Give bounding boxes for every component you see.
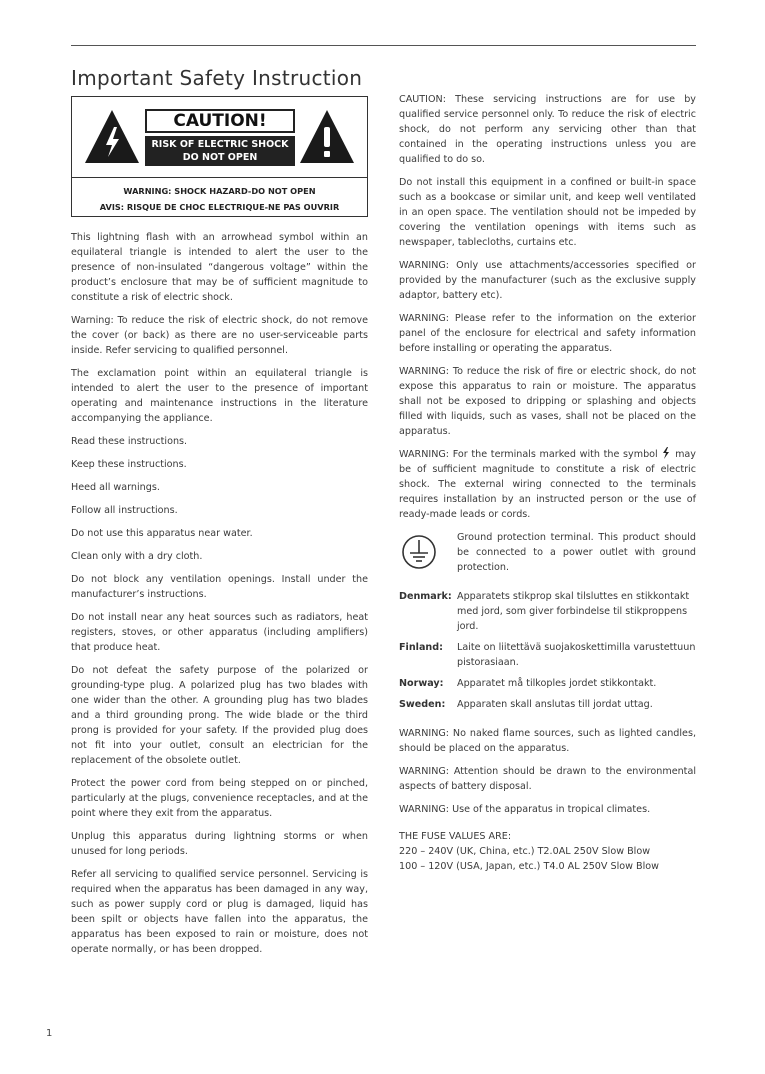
paragraph: Clean only with a dry cloth.: [71, 551, 203, 562]
page-number: 1: [46, 1028, 53, 1039]
country-text: Laite on liitettävä suojakoskettimilla varustettuun pistorasiaan.: [457, 642, 696, 668]
paragraph: WARNING: To reduce the risk of fire or electric shock, do not expose this apparatus to rain or moisture. The apparatus shall not be exposed to dripping or splashing and objects filled with liquids, such as vases, shall not be placed on the apparatus.: [399, 366, 696, 437]
country-row-sweden: [399, 697, 696, 712]
box-divider: [72, 177, 367, 178]
terminal-warning-after: may be of sufficient magnitude to constitute a risk of electric shock. The external wiring connected to the terminals requires installation by an instructed person or the use of ready-made leads or cords.: [399, 449, 696, 520]
country-row-denmark: [399, 589, 696, 634]
country-text: Apparatets stikprop skal tilsluttes en stikkontakt med jord, som giver forbindelse til stikproppens jord.: [457, 591, 690, 632]
paragraph: Do not install this equipment in a confined or built-in space such as a bookcase or similar unit, and keep well ventilated in an open space. The ventilation should not be impeded by covering the ventilation openings with items such as newspaper, tablecloths, curtains etc.: [399, 177, 696, 248]
risk-line-2: DO NOT OPEN: [182, 152, 258, 163]
paragraph: Do not install near any heat sources such as radiators, heat registers, stoves, or other apparatus (including amplifiers) that produce heat.: [71, 612, 368, 653]
paragraph: Warning: To reduce the risk of electric shock, do not remove the cover (or back) as there are no user-serviceable parts inside. Refer servicing to qualified personnel.: [71, 315, 368, 356]
fuse-heading: THE FUSE VALUES ARE:: [399, 831, 512, 842]
paragraph: Heed all warnings.: [71, 482, 160, 493]
ground-icon-wrap: [399, 530, 455, 580]
terminal-warning: [399, 447, 696, 522]
paragraph: This lightning flash with an arrowhead symbol within an equilateral triangle is intended to alert the user to the presence of non-insulated “dangerous voltage” within the product’s enclosure that may be of sufficient magnitude to constitute a risk of electric shock.: [71, 232, 368, 303]
caution-warning-box: [71, 96, 368, 217]
ground-protection-text: Ground protection terminal. This product should be connected to a power outlet with ground protection.: [457, 532, 696, 573]
paragraph: Read these instructions.: [71, 436, 188, 447]
paragraph: Protect the power cord from being stepped on or pinched, particularly at the plugs, convenience receptacles, and at the point where they exit from the apparatus.: [71, 778, 368, 819]
country-row-finland: [399, 640, 696, 670]
fuse-line-2: 100 – 120V (USA, Japan, etc.) T4.0 AL 250V Slow Blow: [399, 861, 659, 872]
ground-symbol-icon: [401, 534, 437, 570]
lightning-symbol-icon: [661, 447, 671, 459]
fuse-values: [399, 829, 696, 874]
fuse-line-1: 220 – 240V (UK, China, etc.) T2.0AL 250V Slow Blow: [399, 846, 651, 857]
paragraph: WARNING: Only use attachments/accessories specified or provided by the manufacturer (such as the exclusive supply adaptor, battery etc).: [399, 260, 696, 301]
paragraph: WARNING: Attention should be drawn to the environmental aspects of battery disposal.: [399, 766, 696, 792]
caution-heading: CAUTION!: [145, 109, 295, 133]
warning-french: AVIS: RISQUE DE CHOC ELECTRIQUE-NE PAS OUVRIR: [99, 202, 340, 212]
paragraph: Do not use this apparatus near water.: [71, 528, 253, 539]
terminal-warning-before: WARNING: For the terminals marked with the symbol: [399, 449, 658, 460]
country-label: Sweden:: [399, 699, 446, 710]
right-column: [399, 92, 696, 874]
lightning-triangle-icon: [82, 107, 142, 167]
country-label: Finland:: [399, 642, 443, 653]
paragraph: Refer all servicing to qualified service personnel. Servicing is required when the apparatus has been damaged in any way, such as power supply cord or plug is damaged, liquid has been spilt or objects have fallen into the apparatus, the apparatus has been exposed to rain or moisture, does not operate normally, or has been dropped.: [71, 869, 368, 955]
exclamation-triangle-icon: [297, 107, 357, 167]
paragraph: Unplug this apparatus during lightning storms or when unused for long periods.: [71, 831, 368, 857]
paragraph: WARNING: No naked flame sources, such as lighted candles, should be placed on the apparatus.: [399, 728, 696, 754]
left-column: [71, 230, 368, 965]
top-rule: [71, 45, 696, 46]
paragraph: CAUTION: These servicing instructions are for use by qualified service personnel only. To reduce the risk of electric shock, do not perform any servicing other than that contained in the operating instructions unless you are qualified to do so.: [399, 94, 696, 165]
page-title: Important Safety Instruction: [71, 66, 363, 90]
country-text: Apparaten skall anslutas till jordat uttag.: [457, 699, 653, 710]
country-row-norway: [399, 676, 696, 691]
ground-protection-row: [399, 530, 696, 580]
paragraph: Follow all instructions.: [71, 505, 178, 516]
paragraph: Keep these instructions.: [71, 459, 187, 470]
caution-label: [145, 109, 295, 166]
paragraph: WARNING: Use of the apparatus in tropical climates.: [399, 804, 651, 815]
risk-line-1: RISK OF ELECTRIC SHOCK: [151, 139, 289, 150]
country-label: Norway:: [399, 678, 444, 689]
paragraph: WARNING: Please refer to the information on the exterior panel of the enclosure for electrical and safety information before installing or operating the apparatus.: [399, 313, 696, 354]
risk-label: [145, 136, 295, 166]
paragraph: The exclamation point within an equilateral triangle is intended to alert the user to the presence of important operating and maintenance instructions in the literature accompanying the appliance.: [71, 368, 368, 424]
country-label: Denmark:: [399, 591, 452, 602]
warning-english: WARNING: SHOCK HAZARD-DO NOT OPEN: [123, 186, 316, 196]
country-text: Apparatet må tilkoples jordet stikkontakt.: [457, 678, 657, 689]
paragraph: Do not block any ventilation openings. Install under the manufacturer’s instructions.: [71, 574, 368, 600]
paragraph: Do not defeat the safety purpose of the polarized or grounding-type plug. A polarized plug has two blades with one wider than the other. A grounding plug has two blades and a third grounding prong. The wide blade or the third prong is provided for your safety. If the provided plug does not fit into your outlet, consult an electrician for the replacement of the obsolete outlet.: [71, 665, 368, 766]
